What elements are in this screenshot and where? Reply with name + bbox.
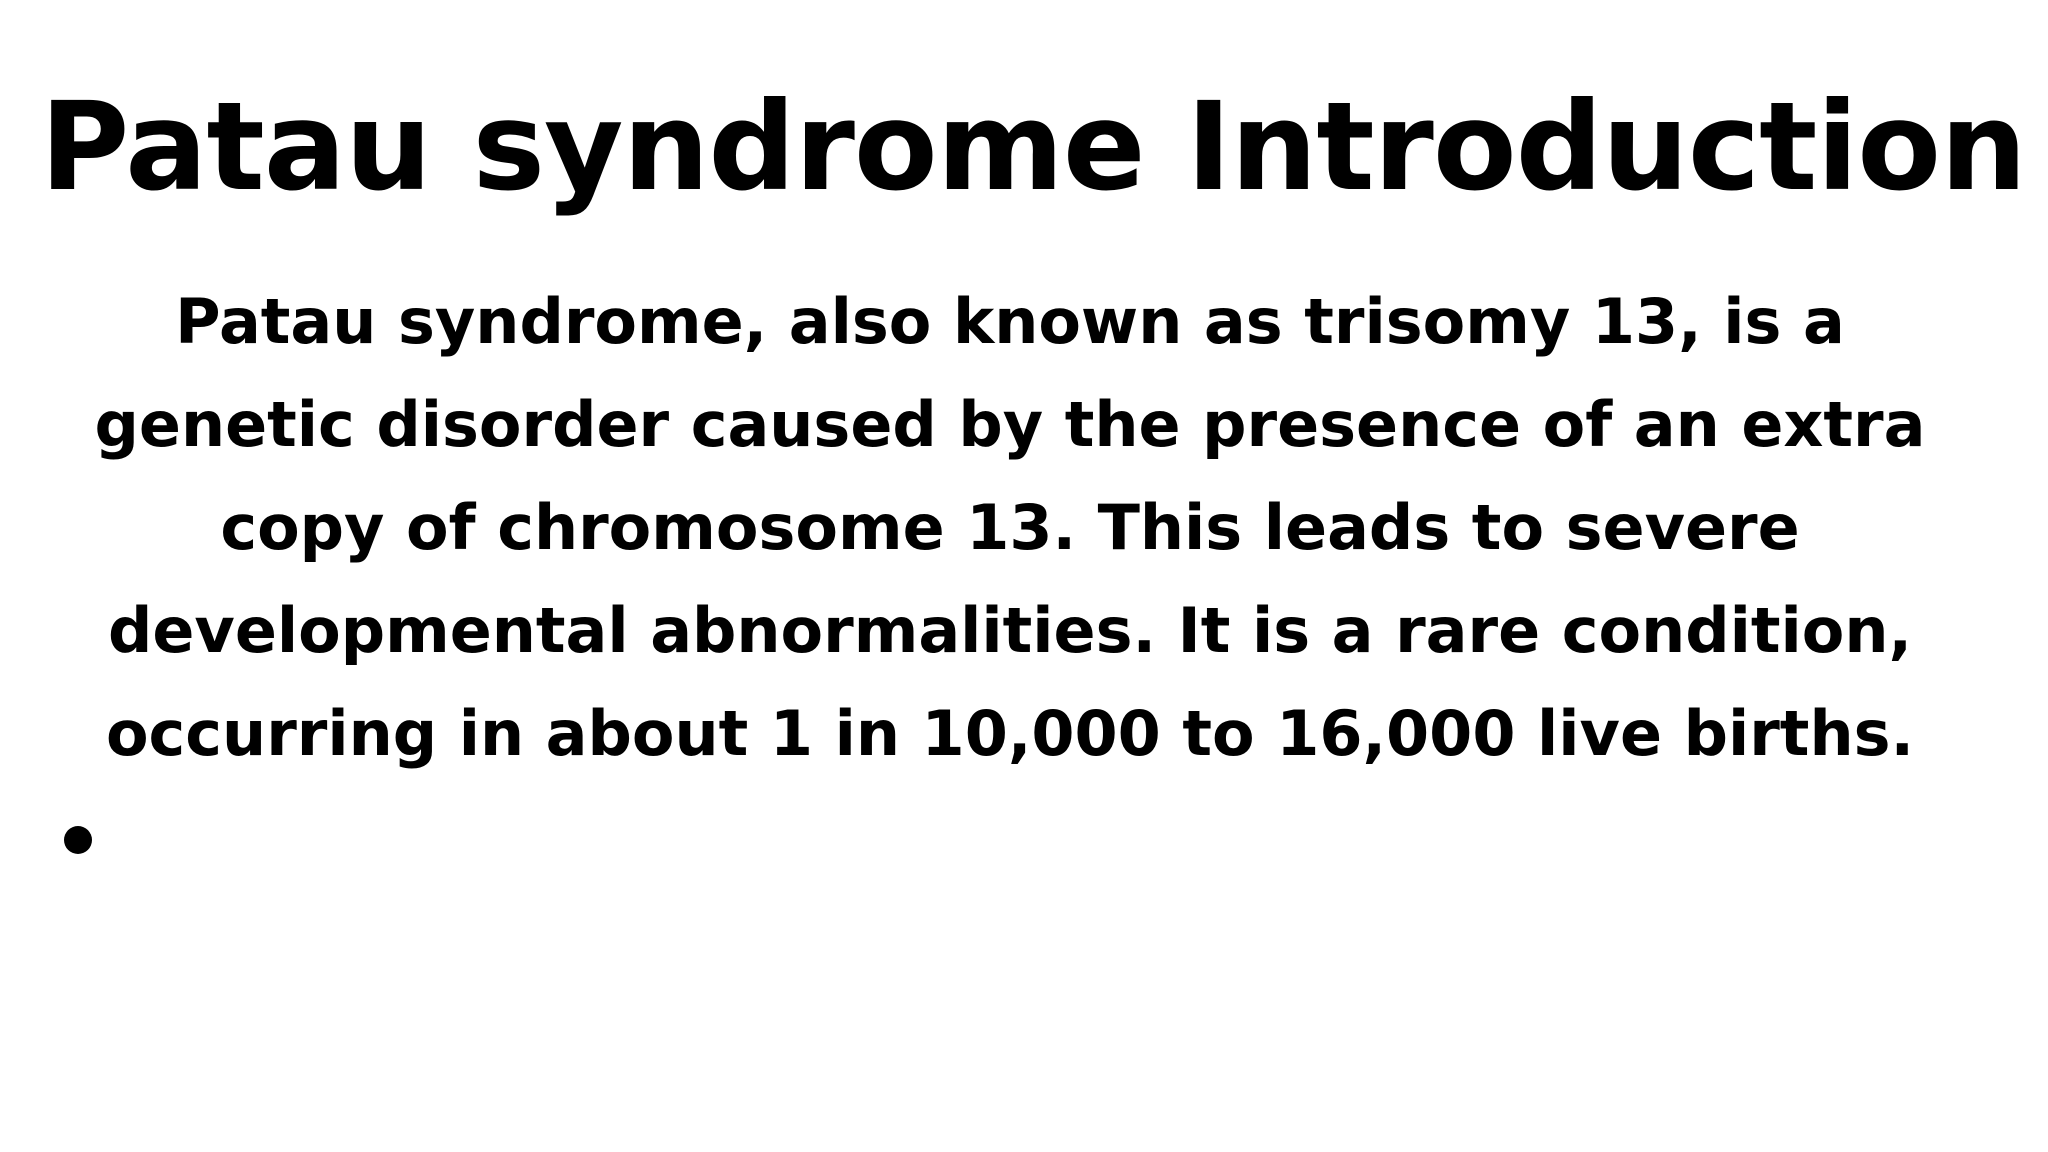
- slide-title: Patau syndrome Introduction: [40, 76, 2026, 218]
- bullet-dot-icon: [64, 826, 92, 854]
- paragraph-line: copy of chromosome 13. This leads to severe: [220, 491, 1800, 564]
- intro-paragraph: [60, 270, 1960, 785]
- paragraph-line: occurring in about 1 in 10,000 to 16,000 live births.: [105, 697, 1915, 770]
- paragraph-line: developmental abnormalities. It is a rare condition,: [107, 594, 1913, 667]
- paragraph-line: genetic disorder caused by the presence of an extra: [94, 388, 1926, 461]
- paragraph-line: Patau syndrome, also known as trisomy 13, is a: [175, 285, 1845, 358]
